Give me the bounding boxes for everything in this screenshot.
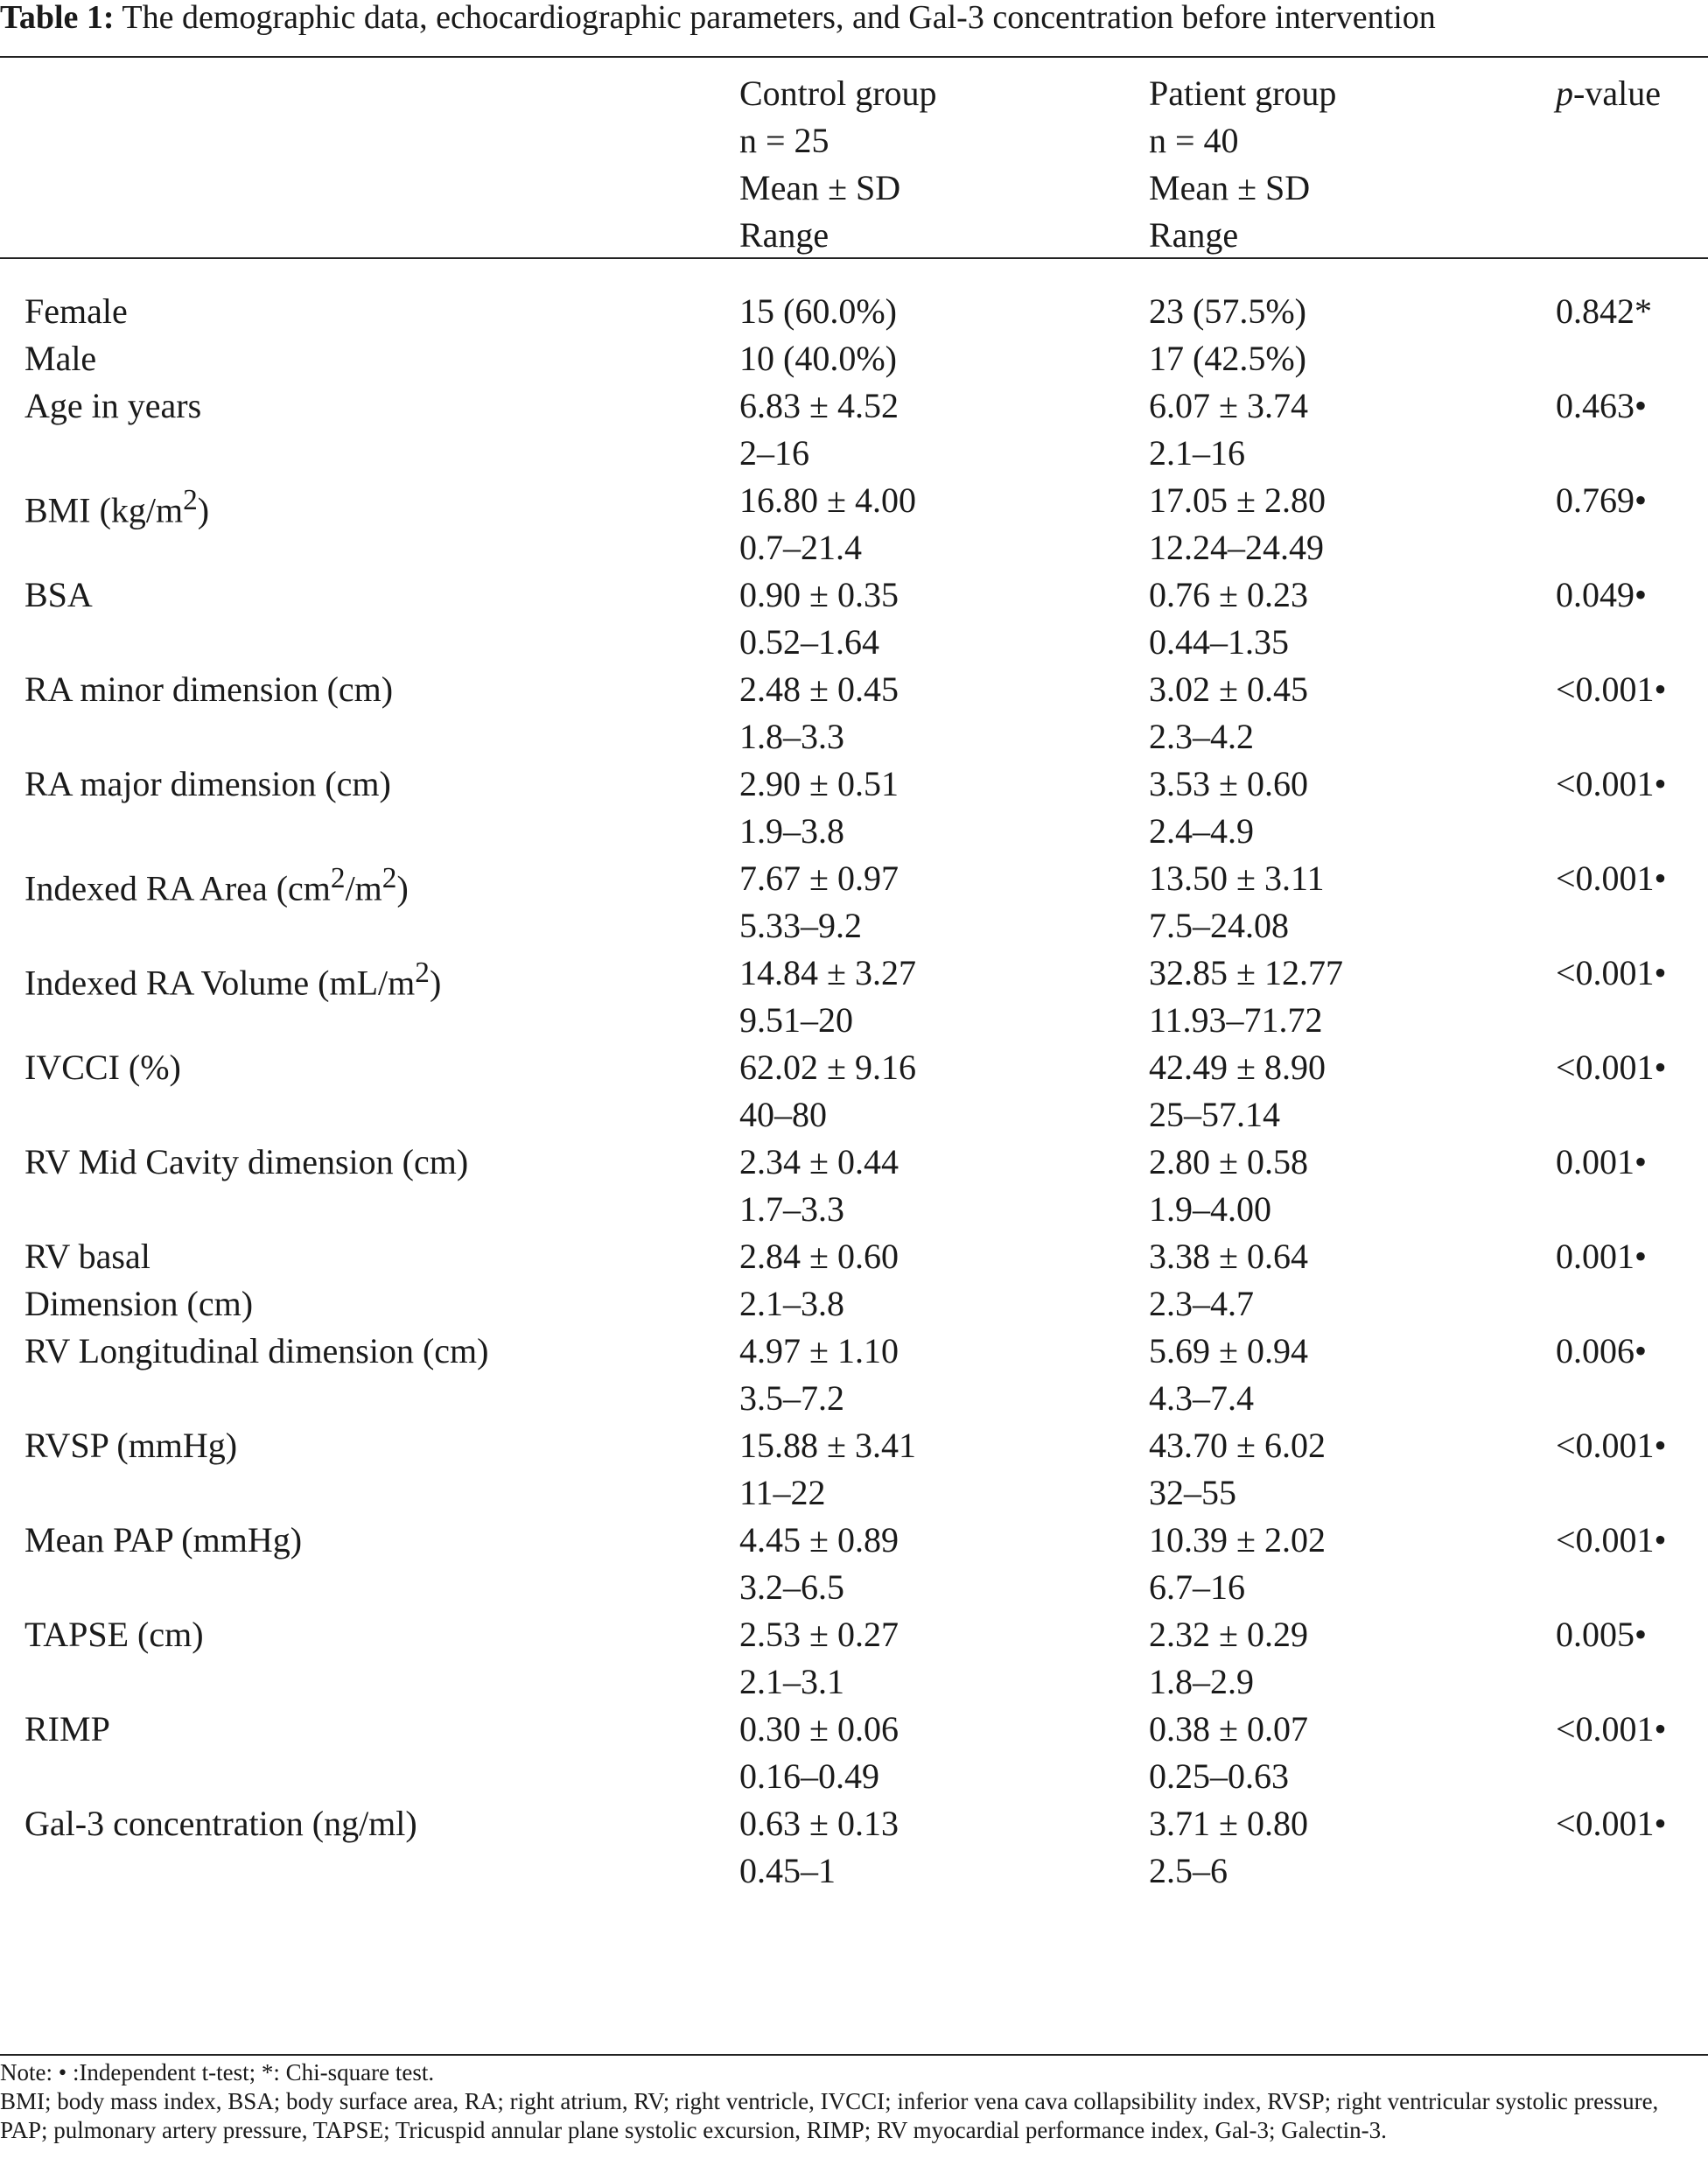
row-parameter: Female Male xyxy=(24,291,128,378)
table-caption xyxy=(0,0,1708,35)
table-row xyxy=(0,1139,1708,1233)
table-row xyxy=(0,1800,1708,1895)
row-control: 14.84 ± 3.27 9.51–20 xyxy=(739,953,916,1040)
row-patient: 0.38 ± 0.07 0.25–0.63 xyxy=(1149,1709,1308,1796)
row-patient: 6.07 ± 3.74 2.1–16 xyxy=(1149,386,1308,473)
table-row xyxy=(0,855,1708,950)
row-p-value: <0.001• xyxy=(1556,1048,1667,1087)
row-parameter: Indexed RA Area $(cm^2/m^2)$ xyxy=(24,862,409,908)
row-control: 62.02 ± 9.16 40–80 xyxy=(739,1048,916,1134)
row-p-value: <0.001• xyxy=(1556,669,1667,709)
row-p-value: 0.842* xyxy=(1556,291,1652,331)
row-parameter: TAPSE (cm) xyxy=(24,1615,204,1654)
row-p-value: 0.463• xyxy=(1556,386,1648,425)
row-control: 15.88 ± 3.41 11–22 xyxy=(739,1426,916,1512)
table-row xyxy=(0,1233,1708,1328)
row-control: 15 (60.0%) 10 (40.0%) xyxy=(739,291,897,378)
table-row xyxy=(0,761,1708,855)
row-parameter: IVCCI (%) xyxy=(24,1048,181,1087)
row-patient: 3.71 ± 0.80 2.5–6 xyxy=(1149,1804,1308,1890)
table-title: The demographic data, echocardiographic parameters, and Gal-3 concentration before intervention xyxy=(122,0,1436,36)
row-p-value: <0.001• xyxy=(1556,1520,1667,1560)
row-control: 2.84 ± 0.60 2.1–3.8 xyxy=(739,1237,899,1323)
table-row xyxy=(0,1328,1708,1422)
row-control: 2.34 ± 0.44 1.7–3.3 xyxy=(739,1142,899,1229)
row-parameter: RV Longitudinal dimension (cm) xyxy=(24,1331,489,1370)
bottom-rule xyxy=(0,2054,1708,2056)
row-parameter: Mean PAP (mmHg) xyxy=(24,1520,303,1560)
table-row xyxy=(0,382,1708,477)
row-control: 0.90 ± 0.35 0.52–1.64 xyxy=(739,575,899,662)
row-control: 4.97 ± 1.10 3.5–7.2 xyxy=(739,1331,899,1418)
row-patient: 3.02 ± 0.45 2.3–4.2 xyxy=(1149,669,1308,756)
table-row xyxy=(0,950,1708,1044)
row-p-value: <0.001• xyxy=(1556,953,1667,992)
row-p-value: 0.001• xyxy=(1556,1142,1648,1181)
table-row xyxy=(0,1422,1708,1517)
header-p-value: p-value xyxy=(1556,74,1661,113)
table-notes xyxy=(0,2058,1708,2145)
table-row xyxy=(0,1706,1708,1800)
table-row xyxy=(0,1044,1708,1139)
row-patient: 3.38 ± 0.64 2.3–4.7 xyxy=(1149,1237,1308,1323)
note-abbreviations: BMI; body mass index, BSA; body surface area, RA; right atrium, RV; right ventricle, IVCCI; inferior vena cava collapsibility index, RVSP; right ventricular systolic pressure, PAP; pulmonary artery pressure, TAPSE; Tricuspid annular plane systolic excursion, RIMP; RV myocardial performance index, Gal-3; Galectin-3. xyxy=(0,2088,1659,2143)
table-row xyxy=(0,1517,1708,1611)
note-tests: Note: • :Independent t-test; *: Chi-square test. xyxy=(0,2059,435,2085)
row-p-value: 0.001• xyxy=(1556,1237,1648,1276)
header-parameter xyxy=(0,70,739,270)
row-parameter: Gal-3 concentration (ng/ml) xyxy=(24,1804,417,1843)
row-p-value: <0.001• xyxy=(1556,1426,1667,1465)
row-patient: 2.32 ± 0.29 1.8–2.9 xyxy=(1149,1615,1308,1701)
row-parameter: BMI $(kg/m^2)$ xyxy=(24,484,210,530)
row-p-value: <0.001• xyxy=(1556,1709,1667,1749)
row-patient: 32.85 ± 12.77 11.93–71.72 xyxy=(1149,953,1343,1040)
row-parameter: Age in years xyxy=(24,386,202,425)
table-row xyxy=(0,666,1708,761)
row-patient: 0.76 ± 0.23 0.44–1.35 xyxy=(1149,575,1308,662)
row-p-value: 0.049• xyxy=(1556,575,1648,614)
table-row xyxy=(0,270,1708,382)
row-parameter: RVSP (mmHg) xyxy=(24,1426,238,1465)
row-parameter: RV Mid Cavity dimension (cm) xyxy=(24,1142,469,1181)
row-p-value: <0.001• xyxy=(1556,859,1667,898)
row-patient: 23 (57.5%) 17 (42.5%) xyxy=(1149,291,1306,378)
row-parameter: RA major dimension (cm) xyxy=(24,764,391,803)
row-control: 6.83 ± 4.52 2–16 xyxy=(739,386,899,473)
row-parameter: BSA xyxy=(24,575,93,614)
row-patient: 43.70 ± 6.02 32–55 xyxy=(1149,1426,1326,1512)
row-control: 16.80 ± 4.00 0.7–21.4 xyxy=(739,480,916,567)
row-patient: 3.53 ± 0.60 2.4–4.9 xyxy=(1149,764,1308,851)
row-control: 2.48 ± 0.45 1.8–3.3 xyxy=(739,669,899,756)
row-control: 0.63 ± 0.13 0.45–1 xyxy=(739,1804,899,1890)
header-control-group: Control group n = 25 Mean ± SD Range xyxy=(739,74,937,255)
row-patient: 17.05 ± 2.80 12.24–24.49 xyxy=(1149,480,1326,567)
row-p-value: 0.006• xyxy=(1556,1331,1648,1370)
row-parameter: Indexed RA Volume $(mL/m^2)$ xyxy=(24,957,442,1003)
table-row xyxy=(0,571,1708,666)
row-control: 0.30 ± 0.06 0.16–0.49 xyxy=(739,1709,899,1796)
row-patient: 5.69 ± 0.94 4.3–7.4 xyxy=(1149,1331,1308,1418)
header-patient-group: Patient group n = 40 Mean ± SD Range xyxy=(1149,74,1337,255)
table-row xyxy=(0,477,1708,571)
row-p-value: <0.001• xyxy=(1556,764,1667,803)
row-patient: 10.39 ± 2.02 6.7–16 xyxy=(1149,1520,1326,1607)
row-patient: 42.49 ± 8.90 25–57.14 xyxy=(1149,1048,1326,1134)
row-control: 2.90 ± 0.51 1.9–3.8 xyxy=(739,764,899,851)
row-parameter: RA minor dimension (cm) xyxy=(24,669,394,709)
row-control: 7.67 ± 0.97 5.33–9.2 xyxy=(739,859,899,945)
header-row xyxy=(0,70,1708,270)
row-control: 4.45 ± 0.89 3.2–6.5 xyxy=(739,1520,899,1607)
row-patient: 13.50 ± 3.11 7.5–24.08 xyxy=(1149,859,1325,945)
table-row xyxy=(0,1611,1708,1706)
table-label: Table 1: xyxy=(0,0,115,36)
row-control: 2.53 ± 0.27 2.1–3.1 xyxy=(739,1615,899,1701)
top-rule xyxy=(0,56,1708,58)
row-patient: 2.80 ± 0.58 1.9–4.00 xyxy=(1149,1142,1308,1229)
row-p-value: <0.001• xyxy=(1556,1804,1667,1843)
demographics-table xyxy=(0,70,1708,1895)
row-parameter: RV basal Dimension (cm) xyxy=(24,1237,254,1323)
row-p-value: 0.005• xyxy=(1556,1615,1648,1654)
row-p-value: 0.769• xyxy=(1556,480,1648,520)
row-parameter: RIMP xyxy=(24,1709,110,1749)
